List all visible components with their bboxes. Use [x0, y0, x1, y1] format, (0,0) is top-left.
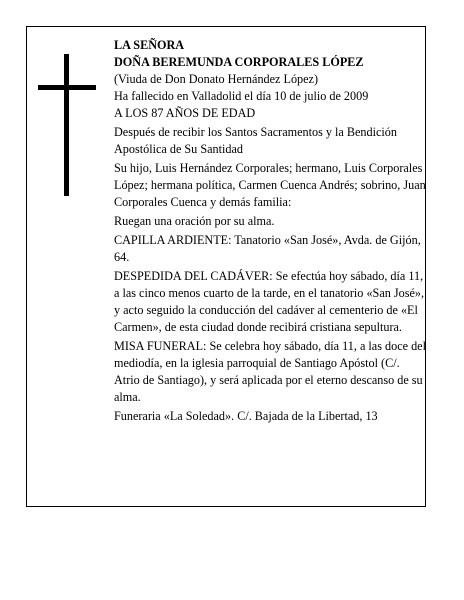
- deceased-name: DOÑA BEREMUNDA CORPORALES LÓPEZ: [114, 55, 364, 69]
- chapel-paragraph: CAPILLA ARDIENTE: Tanatorio «San José», Avda. de Gijón, 64.: [114, 233, 421, 264]
- sacraments-paragraph: Después de recibir los Santos Sacramentos y la Bendición Apostólica de Su Santidad: [114, 125, 397, 156]
- family-paragraph: Su hijo, Luis Hernández Corporales; hermano, Luis Corporales López; hermana política, Carmen Cuenca Andrés; sobrino, Juan Corporales Cuenca y demás familia:: [114, 161, 426, 209]
- farewell-paragraph: DESPEDIDA DEL CADÁVER: Se efectúa hoy sábado, día 11, a las cinco menos cuarto de la tarde, en el tanatorio «San José», y acto seguido la conducción del cadáver al cementerio de «El Carmen», de esta ciudad donde recibirá cristiana sepultura.: [114, 269, 424, 334]
- age-line: A LOS 87 AÑOS DE EDAD: [114, 106, 256, 120]
- mass-paragraph: MISA FUNERAL: Se celebra hoy sábado, día 11, a las doce del mediodía, en la iglesia parroquial de Santiago Apóstol (C/. Atrio de Santiago), y será aplicada por el eterno descanso de su alma.: [114, 339, 426, 404]
- prayer-line: Ruegan una oración por su alma.: [114, 214, 275, 228]
- funeral-home-line: Funeraria «La Soledad». C/. Bajada de la Libertad, 13: [114, 409, 378, 423]
- obituary-text: [114, 37, 426, 425]
- cross-horizontal-bar: [38, 85, 96, 90]
- cross-vertical-bar: [64, 54, 69, 196]
- obituary-title: LA SEÑORA: [114, 38, 185, 52]
- widow-of-line: (Viuda de Don Donato Hernández López): [114, 72, 319, 86]
- death-line: Ha fallecido en Valladolid el día 10 de julio de 2009: [114, 89, 369, 103]
